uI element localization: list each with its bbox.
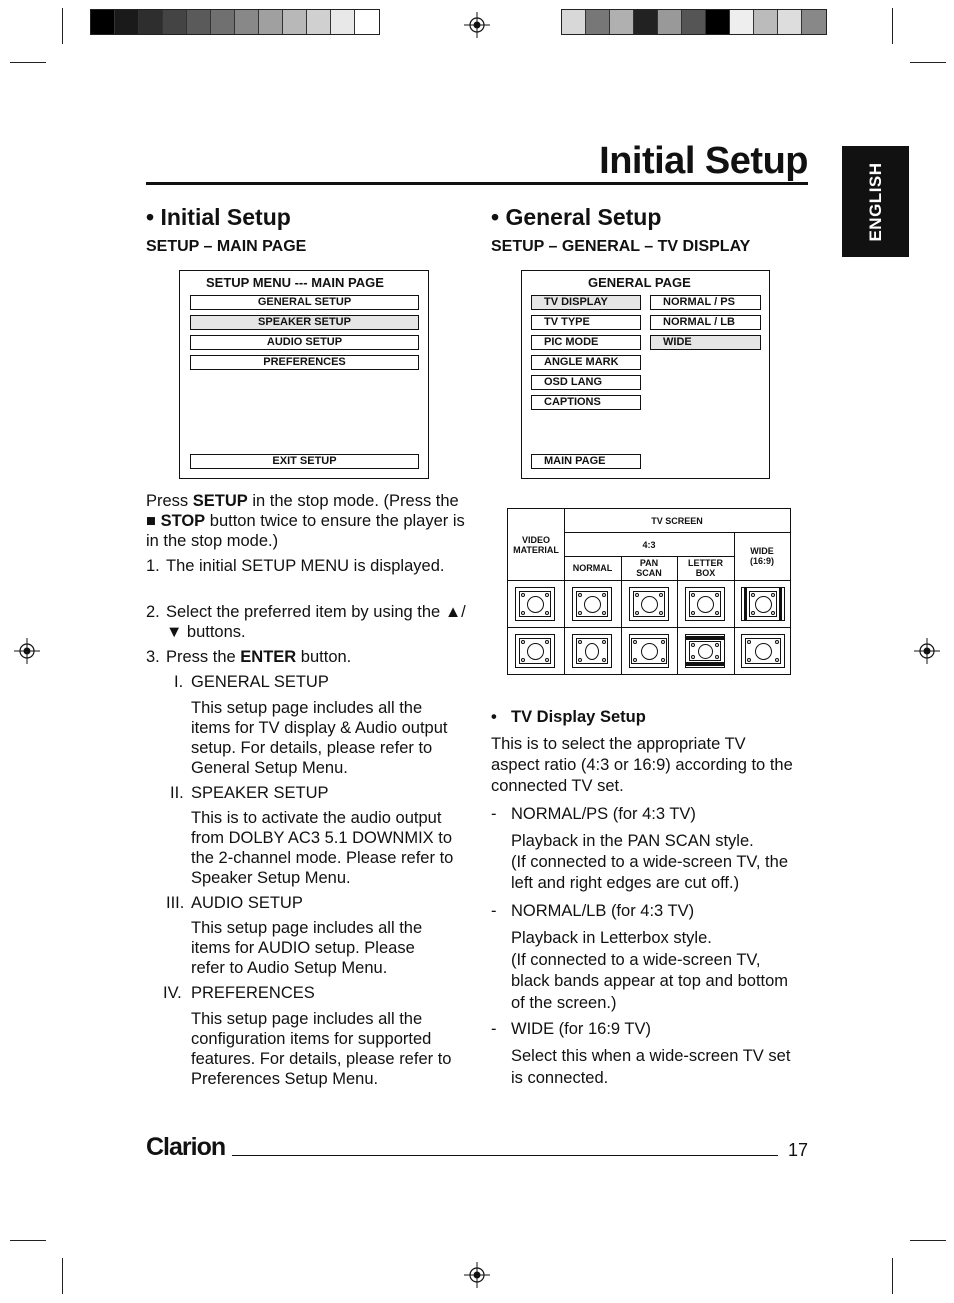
calibration-swatch: [658, 10, 682, 34]
calibration-swatch: [283, 10, 307, 34]
tv-letterbox-icon: [685, 587, 725, 621]
subitem-number: I.: [174, 673, 184, 691]
stop-key: STOP: [160, 512, 206, 530]
menu-item-tv-type[interactable]: TV TYPE: [531, 315, 641, 330]
crop-mark: [62, 1258, 63, 1294]
section-heading-text: General Setup: [505, 204, 662, 230]
page-title: Initial Setup: [599, 140, 808, 182]
setup-key: SETUP: [192, 492, 248, 510]
text-run: button twice to ensure the player is in the stop mode.): [146, 512, 465, 550]
calibration-swatch: [802, 10, 826, 34]
step-2-text: Select the preferred item by using the ▲/▼ buttons.: [166, 603, 466, 641]
tv-letterbox-bars-icon: [685, 634, 725, 668]
menu-item-main-page[interactable]: MAIN PAGE: [531, 454, 641, 469]
label-line: LETTER: [688, 558, 723, 568]
tv-pan-scan-cropped-icon: [629, 634, 669, 668]
crop-mark: [10, 1240, 46, 1241]
calibration-swatch: [706, 10, 730, 34]
subitem-text: This setup page includes all the items for AUDIO setup. Please refer to Audio Setup Menu.: [191, 919, 423, 977]
calibration-bar-right: [561, 9, 827, 35]
crop-mark: [892, 1258, 893, 1294]
option-dash: -: [491, 805, 497, 823]
text-run: (If connected to a wide-screen TV, black bands appear at top and bottom of the screen.): [511, 950, 789, 1012]
letterbox-label: [677, 558, 734, 578]
crop-mark: [62, 8, 63, 44]
section-heading-text: Initial Setup: [160, 204, 291, 230]
footer-rule: [232, 1155, 778, 1156]
ratio-4-3-label: 4:3: [642, 540, 656, 550]
calibration-swatch: [682, 10, 706, 34]
calibration-swatch: [307, 10, 331, 34]
text-run: (If connected to a wide-screen TV, the left and right edges are cut off.): [511, 853, 788, 892]
text-run: Press the: [166, 648, 241, 666]
subitem-text: This is to activate the audio output from DOLBY AC3 5.1 DOWNMIX to the 2-channel mode. Please refer to Speaker Setup Menu.: [191, 809, 454, 887]
calibration-swatch: [115, 10, 139, 34]
option-label: NORMAL/LB (for 4:3 TV): [511, 902, 695, 920]
calibration-bar-left: [90, 9, 380, 35]
label-line: BOX: [695, 568, 716, 578]
intro-paragraph: [146, 491, 466, 551]
tv-4-3-icon: [515, 587, 555, 621]
tv-pan-scan-icon: [629, 587, 669, 621]
registration-mark-icon: [464, 12, 490, 38]
crop-mark: [910, 1240, 946, 1241]
crop-mark: [10, 62, 46, 63]
subitem-title: GENERAL SETUP: [191, 673, 329, 691]
calibration-swatch: [634, 10, 658, 34]
language-tab-label: ENGLISH: [865, 161, 885, 242]
crop-mark: [910, 62, 946, 63]
setup-main-menu-box: [179, 270, 429, 479]
menu-item-tv-display[interactable]: TV DISPLAY: [531, 295, 641, 310]
registration-mark-icon: [914, 638, 940, 664]
calibration-swatch: [91, 10, 115, 34]
option-label: WIDE (for 16:9 TV): [511, 1020, 651, 1038]
tv-wide-full-icon: [741, 634, 785, 668]
registration-mark-icon: [464, 1262, 490, 1288]
calibration-swatch: [211, 10, 235, 34]
option-normal-ps[interactable]: NORMAL / PS: [650, 295, 761, 310]
label-line: VIDEO: [521, 535, 550, 545]
calibration-swatch: [355, 10, 379, 34]
menu-title: GENERAL PAGE: [588, 275, 691, 290]
label-line: (16:9): [749, 556, 774, 566]
calibration-swatch: [610, 10, 634, 34]
calibration-swatch: [586, 10, 610, 34]
calibration-swatch: [139, 10, 163, 34]
subitem-number: II.: [170, 784, 184, 802]
calibration-swatch: [562, 10, 586, 34]
step-number: 3.: [146, 648, 160, 666]
label-line: MATERIAL: [513, 545, 559, 555]
menu-item-speaker-setup[interactable]: SPEAKER SETUP: [190, 315, 419, 330]
pan-scan-label: [621, 558, 677, 578]
subitem-title: AUDIO SETUP: [191, 894, 303, 912]
crop-mark: [892, 8, 893, 44]
step-number: 2.: [146, 603, 160, 621]
tv-wide-sidebars-icon: [741, 587, 785, 621]
tv-display-bullet: •: [491, 708, 497, 726]
label-line: WIDE: [750, 546, 774, 556]
tv-screen-label: TV SCREEN: [651, 516, 703, 526]
menu-item-osd-lang[interactable]: OSD LANG: [531, 375, 641, 390]
menu-item-captions[interactable]: CAPTIONS: [531, 395, 641, 410]
subheading-main-page: SETUP – MAIN PAGE: [146, 238, 307, 255]
normal-label: NORMAL: [572, 563, 613, 573]
general-page-menu-box: [521, 270, 770, 479]
tv-display-title: TV Display Setup: [511, 708, 646, 726]
option-wide[interactable]: WIDE: [650, 335, 761, 350]
title-rule: [146, 182, 808, 185]
step-1-text: The initial SETUP MENU is displayed.: [166, 557, 445, 575]
section-heading-initial-setup: • Initial Setup: [146, 204, 291, 230]
calibration-swatch: [730, 10, 754, 34]
enter-key: ENTER: [240, 648, 297, 666]
subitem-title: PREFERENCES: [191, 984, 315, 1002]
option-desc: [511, 831, 801, 894]
tv-normal-icon: [572, 587, 612, 621]
step-3-text: [166, 647, 466, 667]
option-desc: Select this when a wide-screen TV set is connected.: [511, 1047, 791, 1087]
text-run: Playback in Letterbox style.: [511, 929, 712, 947]
tv-screen-table: [507, 508, 791, 675]
page-number: 17: [788, 1140, 809, 1160]
calibration-swatch: [331, 10, 355, 34]
subitem-title: SPEAKER SETUP: [191, 784, 329, 802]
menu-title: SETUP MENU --- MAIN PAGE: [206, 275, 384, 290]
label-line: SCAN: [636, 568, 662, 578]
menu-item-preferences[interactable]: PREFERENCES: [190, 355, 419, 370]
menu-item-audio-setup[interactable]: AUDIO SETUP: [190, 335, 419, 350]
calibration-swatch: [235, 10, 259, 34]
stop-icon: ■: [146, 512, 156, 530]
menu-item-general-setup[interactable]: GENERAL SETUP: [190, 295, 419, 310]
step-number: 1.: [146, 557, 160, 575]
option-label: NORMAL/PS (for 4:3 TV): [511, 805, 696, 823]
wide-label: [734, 546, 790, 566]
option-dash: -: [491, 902, 497, 920]
subitem-number: III.: [166, 894, 185, 912]
subheading-tv-display: SETUP – GENERAL – TV DISPLAY: [491, 238, 751, 255]
clarion-logo: Clarion: [146, 1133, 226, 1161]
menu-item-exit-setup[interactable]: EXIT SETUP: [190, 454, 419, 469]
text-run: in the stop mode. (Press the: [247, 492, 459, 510]
tv-16-9-icon: [515, 634, 555, 668]
calibration-swatch: [187, 10, 211, 34]
subitem-text: This setup page includes all the items for TV display & Audio output setup. For details, please refer to General Setup Menu.: [191, 699, 448, 777]
subitem-text: This setup page includes all the configuration items for supported features. For details, please refer to Preferences Setup Menu.: [191, 1010, 452, 1088]
calibration-swatch: [778, 10, 802, 34]
option-normal-lb[interactable]: NORMAL / LB: [650, 315, 761, 330]
text-run: Playback in the PAN SCAN style.: [511, 832, 754, 850]
subitem-number: IV.: [163, 984, 182, 1002]
text-run: Press: [146, 492, 193, 510]
text-run: button.: [296, 648, 352, 666]
video-material-label: [508, 535, 564, 555]
option-desc: [511, 928, 791, 1014]
language-tab: [842, 146, 909, 257]
option-dash: -: [491, 1020, 497, 1038]
label-line: PAN: [639, 558, 659, 568]
calibration-swatch: [259, 10, 283, 34]
menu-item-angle-mark[interactable]: ANGLE MARK: [531, 355, 641, 370]
calibration-swatch: [163, 10, 187, 34]
tv-display-intro: This is to select the appropriate TV aspect ratio (4:3 or 16:9) according to the connected TV set.: [491, 735, 793, 795]
tv-normal-squeezed-icon: [572, 634, 612, 668]
calibration-swatch: [754, 10, 778, 34]
section-heading-general-setup: • General Setup: [491, 204, 662, 230]
registration-mark-icon: [14, 638, 40, 664]
menu-item-pic-mode[interactable]: PIC MODE: [531, 335, 641, 350]
